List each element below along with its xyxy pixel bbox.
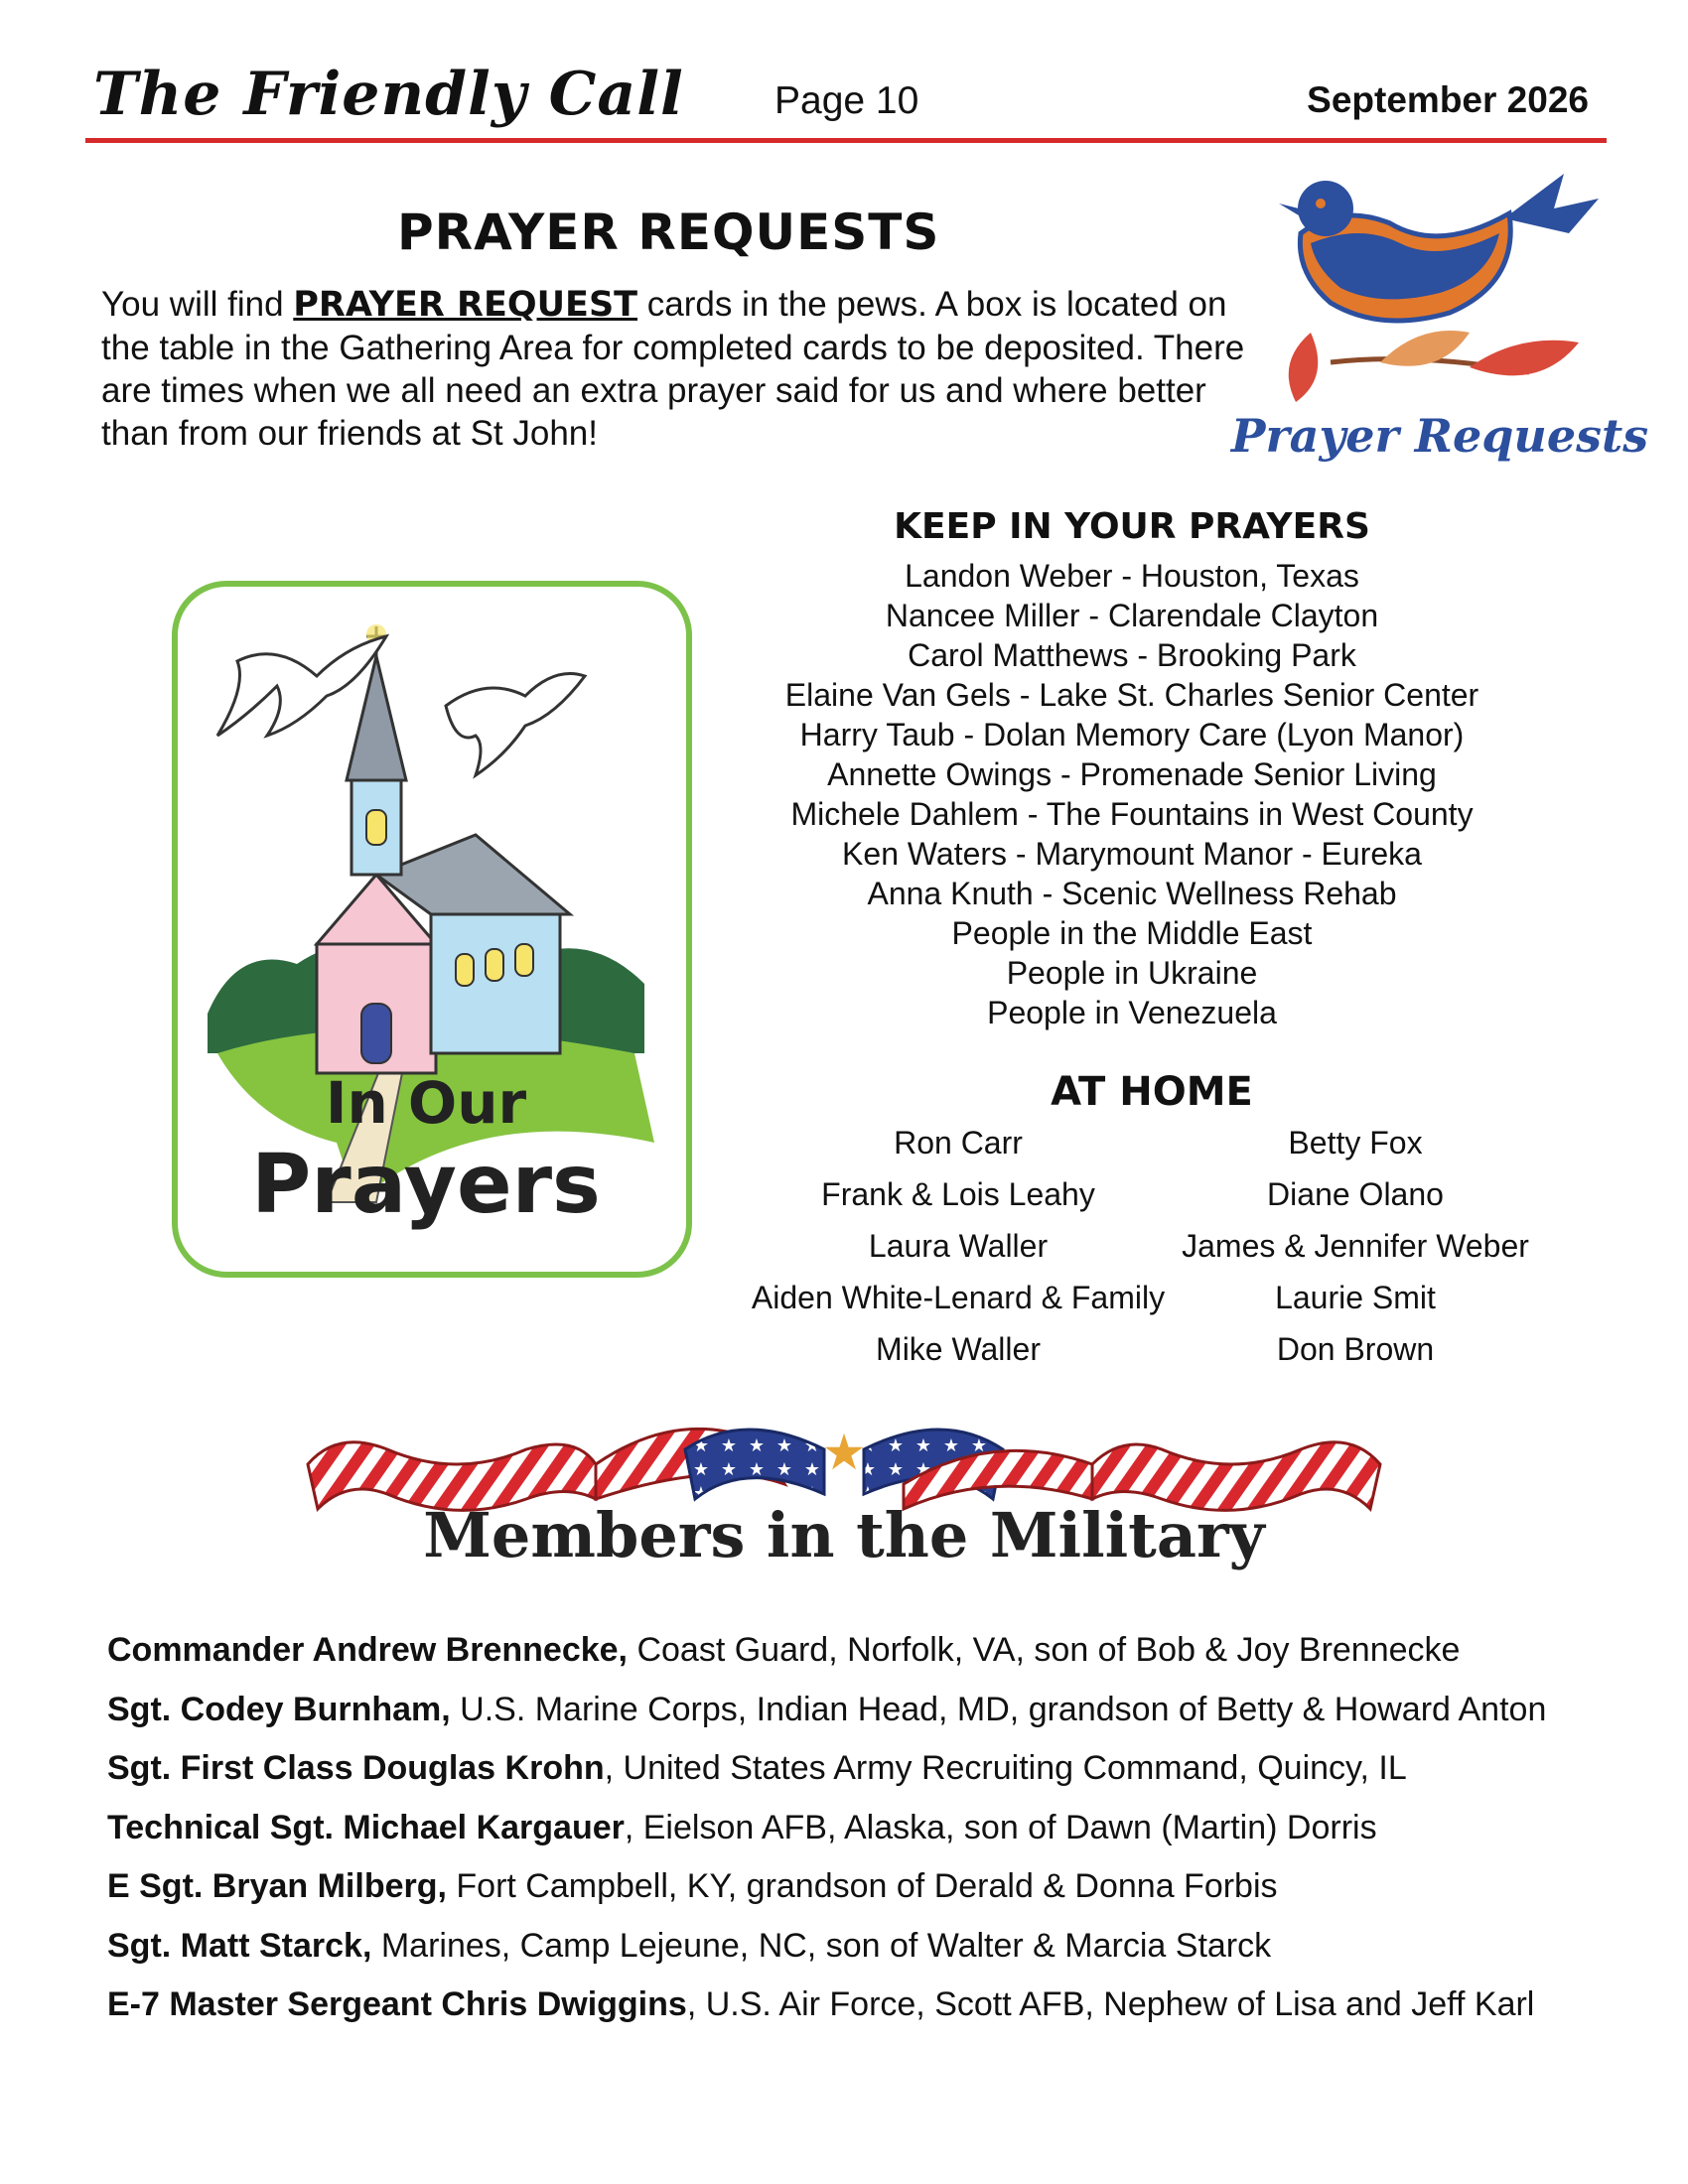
list-item: Diane Olano [1267,1176,1444,1212]
list-item: James & Jennifer Weber [1182,1228,1529,1264]
prayers-text: Prayers [251,1138,601,1232]
list-item [107,1621,1656,1681]
member-name: Technical Sgt. Michael Kargauer [107,1808,625,1846]
list-item [107,1681,1656,1740]
list-item: Betty Fox [1288,1125,1423,1160]
list-item: Frank & Lois Leahy [821,1176,1095,1212]
list-item [107,1799,1656,1858]
at-home-list [750,1117,1544,1375]
list-item [107,1917,1656,1977]
member-name: Sgt. Codey Burnham, [107,1690,451,1728]
member-detail: Marines, Camp Lejeune, NC, son of Walter & Marcia Starck [371,1926,1272,1965]
list-item: Carol Matthews - Brooking Park [908,637,1356,673]
list-item: Landon Weber - Houston, Texas [905,558,1359,594]
issue-date: September 2026 [1307,79,1589,120]
list-item: People in the Middle East [951,915,1313,951]
member-detail: U.S. Marine Corps, Indian Head, MD, grandson of Betty & Howard Anton [450,1690,1547,1728]
list-item: Laura Waller [868,1228,1049,1264]
member-detail: , U.S. Air Force, Scott AFB, Nephew of Lisa and Jeff Karl [686,1985,1535,2023]
gold-star-icon: ★ [821,1425,867,1480]
intro-text-rest: cards in the pews. A box is located on the table in the Gathering Area for completed cards to be deposited. There are times when we all need an extra prayer said for us and where better than from our friends at St John! [101,285,1245,453]
list-item: Ron Carr [894,1125,1023,1160]
list-item: Michele Dahlem - The Fountains in West County [790,796,1474,832]
newsletter-masthead: The Friendly Call [93,60,684,129]
list-item [107,1857,1656,1917]
intro-text-start: You will find [101,285,294,324]
member-name: E Sgt. Bryan Milberg, [107,1867,447,1905]
list-item: Annette Owings - Promenade Senior Living [827,756,1437,792]
prayer-requests-title: PRAYER REQUESTS [397,204,940,261]
at-home-title: AT HOME [1051,1069,1253,1115]
list-item: Elaine Van Gels - Lake St. Charles Senior Center [784,677,1479,713]
prayer-requests-intro [101,283,1253,455]
list-item: People in Ukraine [1006,955,1258,991]
member-detail: , United States Army Recruiting Command, Quincy, IL [604,1749,1407,1787]
list-item: Ken Waters - Marymount Manor - Eureka [842,836,1422,872]
member-detail: Fort Campbell, KY, grandson of Derald & Donna Forbis [446,1867,1278,1905]
intro-text-emphasis: PRAYER REQUEST [293,285,638,325]
list-item: Laurie Smit [1275,1280,1436,1315]
prayer-requests-bird-logo [1230,164,1649,472]
church-illustration [178,587,686,1272]
member-name: Sgt. Matt Starck, [107,1926,372,1965]
member-name: Commander Andrew Brennecke, [107,1631,628,1669]
list-item [107,1976,1656,2035]
member-detail: Coast Guard, Norfolk, VA, son of Bob & Joy Brennecke [628,1631,1461,1669]
member-name: Sgt. First Class Douglas Krohn [107,1749,605,1787]
header-rule [85,138,1607,143]
list-item: Don Brown [1276,1331,1435,1367]
list-item: Anna Knuth - Scenic Wellness Rehab [867,876,1397,911]
in-our-text: In Our [325,1069,527,1137]
military-members-list [107,1621,1656,2035]
list-item: Harry Taub - Dolan Memory Care (Lyon Manor) [799,717,1465,752]
list-item: Aiden White-Lenard & Family [751,1280,1166,1315]
military-title: Members in the Military [423,1499,1265,1571]
list-item: Nancee Miller - Clarendale Clayton [885,598,1379,633]
list-item: Mike Waller [876,1331,1041,1367]
page-number: Page 10 [774,79,919,122]
in-our-prayers-frame [172,581,692,1278]
member-name: E-7 Master Sergeant Chris Dwiggins [107,1985,687,2023]
keep-in-prayers-title: KEEP IN YOUR PRAYERS [894,506,1370,547]
list-item: People in Venezuela [987,995,1277,1030]
keep-in-prayers-list [755,556,1509,1032]
prayer-requests-logo-text: Prayer Requests [1230,409,1649,463]
member-detail: , Eielson AFB, Alaska, son of Dawn (Martin) Dorris [624,1808,1377,1846]
list-item [107,1739,1656,1799]
